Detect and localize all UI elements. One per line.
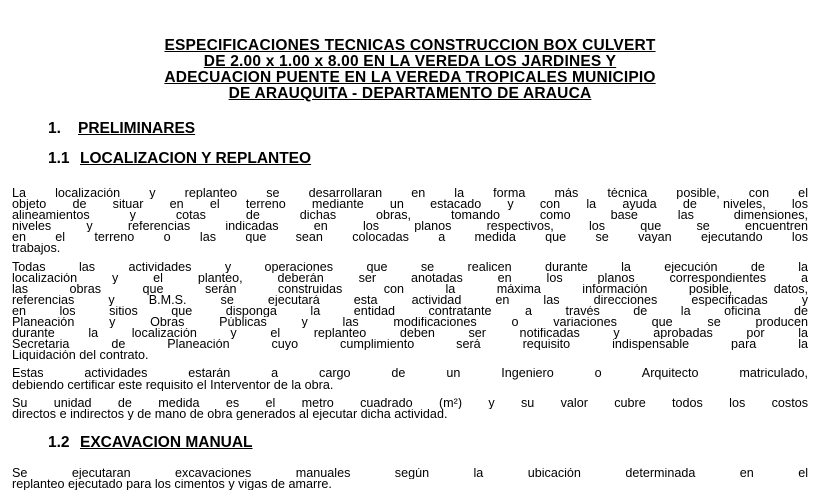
text-line: Planeación y Obras Públicas y las modificaciones o variaciones que se producen	[12, 317, 808, 329]
text-line: trabajos.	[12, 243, 61, 255]
section-number: 1.	[48, 120, 61, 137]
text-line: La localización y replanteo se desarrollaran en la forma más técnica posible, con el	[12, 188, 808, 200]
paragraph-unidad-medida	[12, 398, 808, 420]
text-line: debiendo certificar este requisito el Interventor de la obra.	[12, 379, 334, 391]
subsection-heading-localizacion	[48, 150, 808, 168]
text-line: Se ejecutaran excavaciones manuales según la ubicación determinada en el	[12, 467, 808, 479]
text-line: localización y el planteo, deberán ser anotadas en los planos correspondientes a	[12, 272, 808, 284]
text-line: objeto de situar en el terreno mediante un estacado y con la ayuda de niveles, los	[12, 199, 808, 211]
title-line: DE 2.00 x 1.00 x 8.00 EN LA VEREDA LOS JARDINES Y	[203, 53, 617, 70]
document-title	[12, 38, 808, 102]
section-title: PRELIMINARES	[78, 120, 196, 137]
text-line: directos e indirectos y de mano de obra generados al ejecutar dicha actividad.	[12, 408, 448, 420]
text-line: replanteo ejecutado para los cimentos y vigas de amarre.	[12, 478, 332, 490]
paragraph-localizacion	[12, 188, 808, 255]
subsection-number: 1.2	[48, 433, 70, 451]
subsection-heading-excavacion	[48, 434, 808, 452]
paragraph-responsable	[12, 368, 808, 390]
subsection-title: LOCALIZACION Y REPLANTEO	[80, 150, 312, 167]
text-line: referencias y B.M.S. se ejecutará esta actividad en las direcciones especificadas y	[12, 294, 808, 306]
title-line: DE ARAUQUITA - DEPARTAMENTO DE ARAUCA	[228, 85, 592, 102]
text-line: en el terreno o las que sean colocadas a medida que se vayan ejecutando los	[12, 232, 808, 244]
text-line: niveles y referencias indicadas en los planos respectivos, los que se encuentren	[12, 221, 808, 233]
text-line: Su unidad de medida es el metro cuadrado (m²) y su valor cubre todos los costos	[12, 397, 808, 409]
subsection-number: 1.1	[48, 150, 70, 167]
title-line: ESPECIFICACIONES TECNICAS CONSTRUCCION BOX CULVERT	[164, 37, 656, 54]
title-line: ADECUACION PUENTE EN LA VEREDA TROPICALES MUNICIPIO	[164, 69, 656, 86]
paragraph-actividades	[12, 262, 808, 362]
text-line: Estas actividades estarán a cargo de un Ingeniero o Arquitecto matriculado,	[12, 368, 808, 380]
text-line: Todas las actividades y operaciones que se realicen durante la ejecución de la	[12, 261, 808, 273]
text-line: durante la localización y el replanteo deben ser notificadas y aprobadas por la	[12, 328, 808, 340]
subsection-title: EXCAVACION MANUAL	[80, 433, 253, 451]
text-line: en los sitios que disponga la entidad contratante a través de la oficina de	[12, 305, 808, 318]
text-line: las obras que serán construidas con la máxima información posible, datos,	[12, 283, 808, 295]
section-heading-preliminares	[48, 120, 808, 138]
text-line: Liquidación del contrato.	[12, 350, 149, 362]
text-line: Secretaria de Planeación cuyo cumplimiento será requisito indispensable para la	[12, 339, 808, 351]
text-line: alineamientos y cotas de dichas obras, tomando como base las dimensiones,	[12, 210, 808, 222]
paragraph-excavacion	[12, 468, 808, 490]
